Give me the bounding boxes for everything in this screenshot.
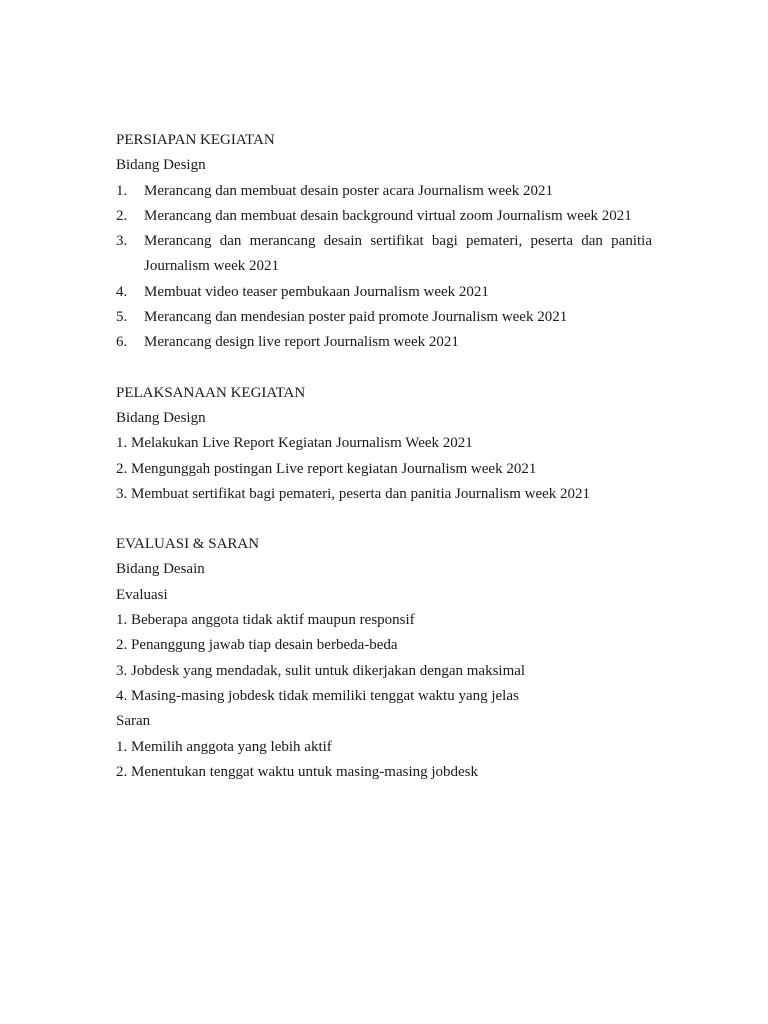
- list-item: [116, 229, 652, 280]
- section-subheading: Bidang Desain: [116, 561, 205, 578]
- section-subheading: Bidang Design: [116, 157, 206, 174]
- list-item: [116, 305, 652, 330]
- list-item: [116, 330, 652, 355]
- saran-label: Saran: [116, 713, 151, 730]
- document-body: [116, 128, 652, 785]
- section-heading-persiapan: PERSIAPAN KEGIATAN: [116, 132, 275, 148]
- list-number: 3.: [116, 233, 128, 250]
- list-item: 2. Penanggung jawab tiap desain berbeda-beda: [116, 637, 398, 654]
- list-item: 4. Masing-masing jobdesk tidak memiliki tenggat waktu yang jelas: [116, 687, 519, 704]
- list-item: 1. Beberapa anggota tidak aktif maupun responsif: [116, 612, 415, 629]
- list-item: 2. Mengunggah postingan Live report kegiatan Journalism week 2021: [116, 460, 537, 477]
- section-spacer: [116, 356, 652, 381]
- list-text: Merancang dan membuat desain background virtual zoom Journalism week 2021: [144, 207, 632, 224]
- list-item: [116, 179, 652, 204]
- list-number: 1.: [116, 182, 128, 199]
- section-subheading: Bidang Design: [116, 409, 206, 426]
- evaluasi-label: Evaluasi: [116, 586, 168, 603]
- list-text: Merancang dan mendesian poster paid promote Journalism week 2021: [144, 309, 568, 326]
- section-spacer: [116, 507, 652, 532]
- list-item: 2. Menentukan tenggat waktu untuk masing-masing jobdesk: [116, 763, 479, 780]
- list-item: [116, 204, 652, 229]
- list-number: 2.: [116, 207, 128, 224]
- list-text: Membuat video teaser pembukaan Journalism week 2021: [144, 283, 489, 300]
- section-heading-evaluasi: EVALUASI & SARAN: [116, 536, 260, 553]
- list-item: 1. Melakukan Live Report Kegiatan Journalism Week 2021: [116, 435, 473, 452]
- list-item: 3. Jobdesk yang mendadak, sulit untuk dikerjakan dengan maksimal: [116, 662, 526, 679]
- list-item: 1. Memilih anggota yang lebih aktif: [116, 738, 332, 755]
- list-number: 6.: [116, 334, 128, 351]
- list-text: Merancang dan merancang desain sertifikat bagi pemateri, peserta dan panitia Journalism week 2021: [144, 233, 652, 275]
- list-item: [116, 280, 652, 305]
- list-text: Merancang design live report Journalism week 2021: [144, 334, 459, 351]
- section-heading-pelaksanaan: PELAKSANAAN KEGIATAN: [116, 384, 306, 401]
- list-number: 5.: [116, 309, 128, 326]
- list-number: 4.: [116, 283, 128, 300]
- list-text: Merancang dan membuat desain poster acara Journalism week 2021: [144, 182, 554, 199]
- list-item: 3. Membuat sertifikat bagi pemateri, peserta dan panitia Journalism week 2021: [116, 485, 591, 502]
